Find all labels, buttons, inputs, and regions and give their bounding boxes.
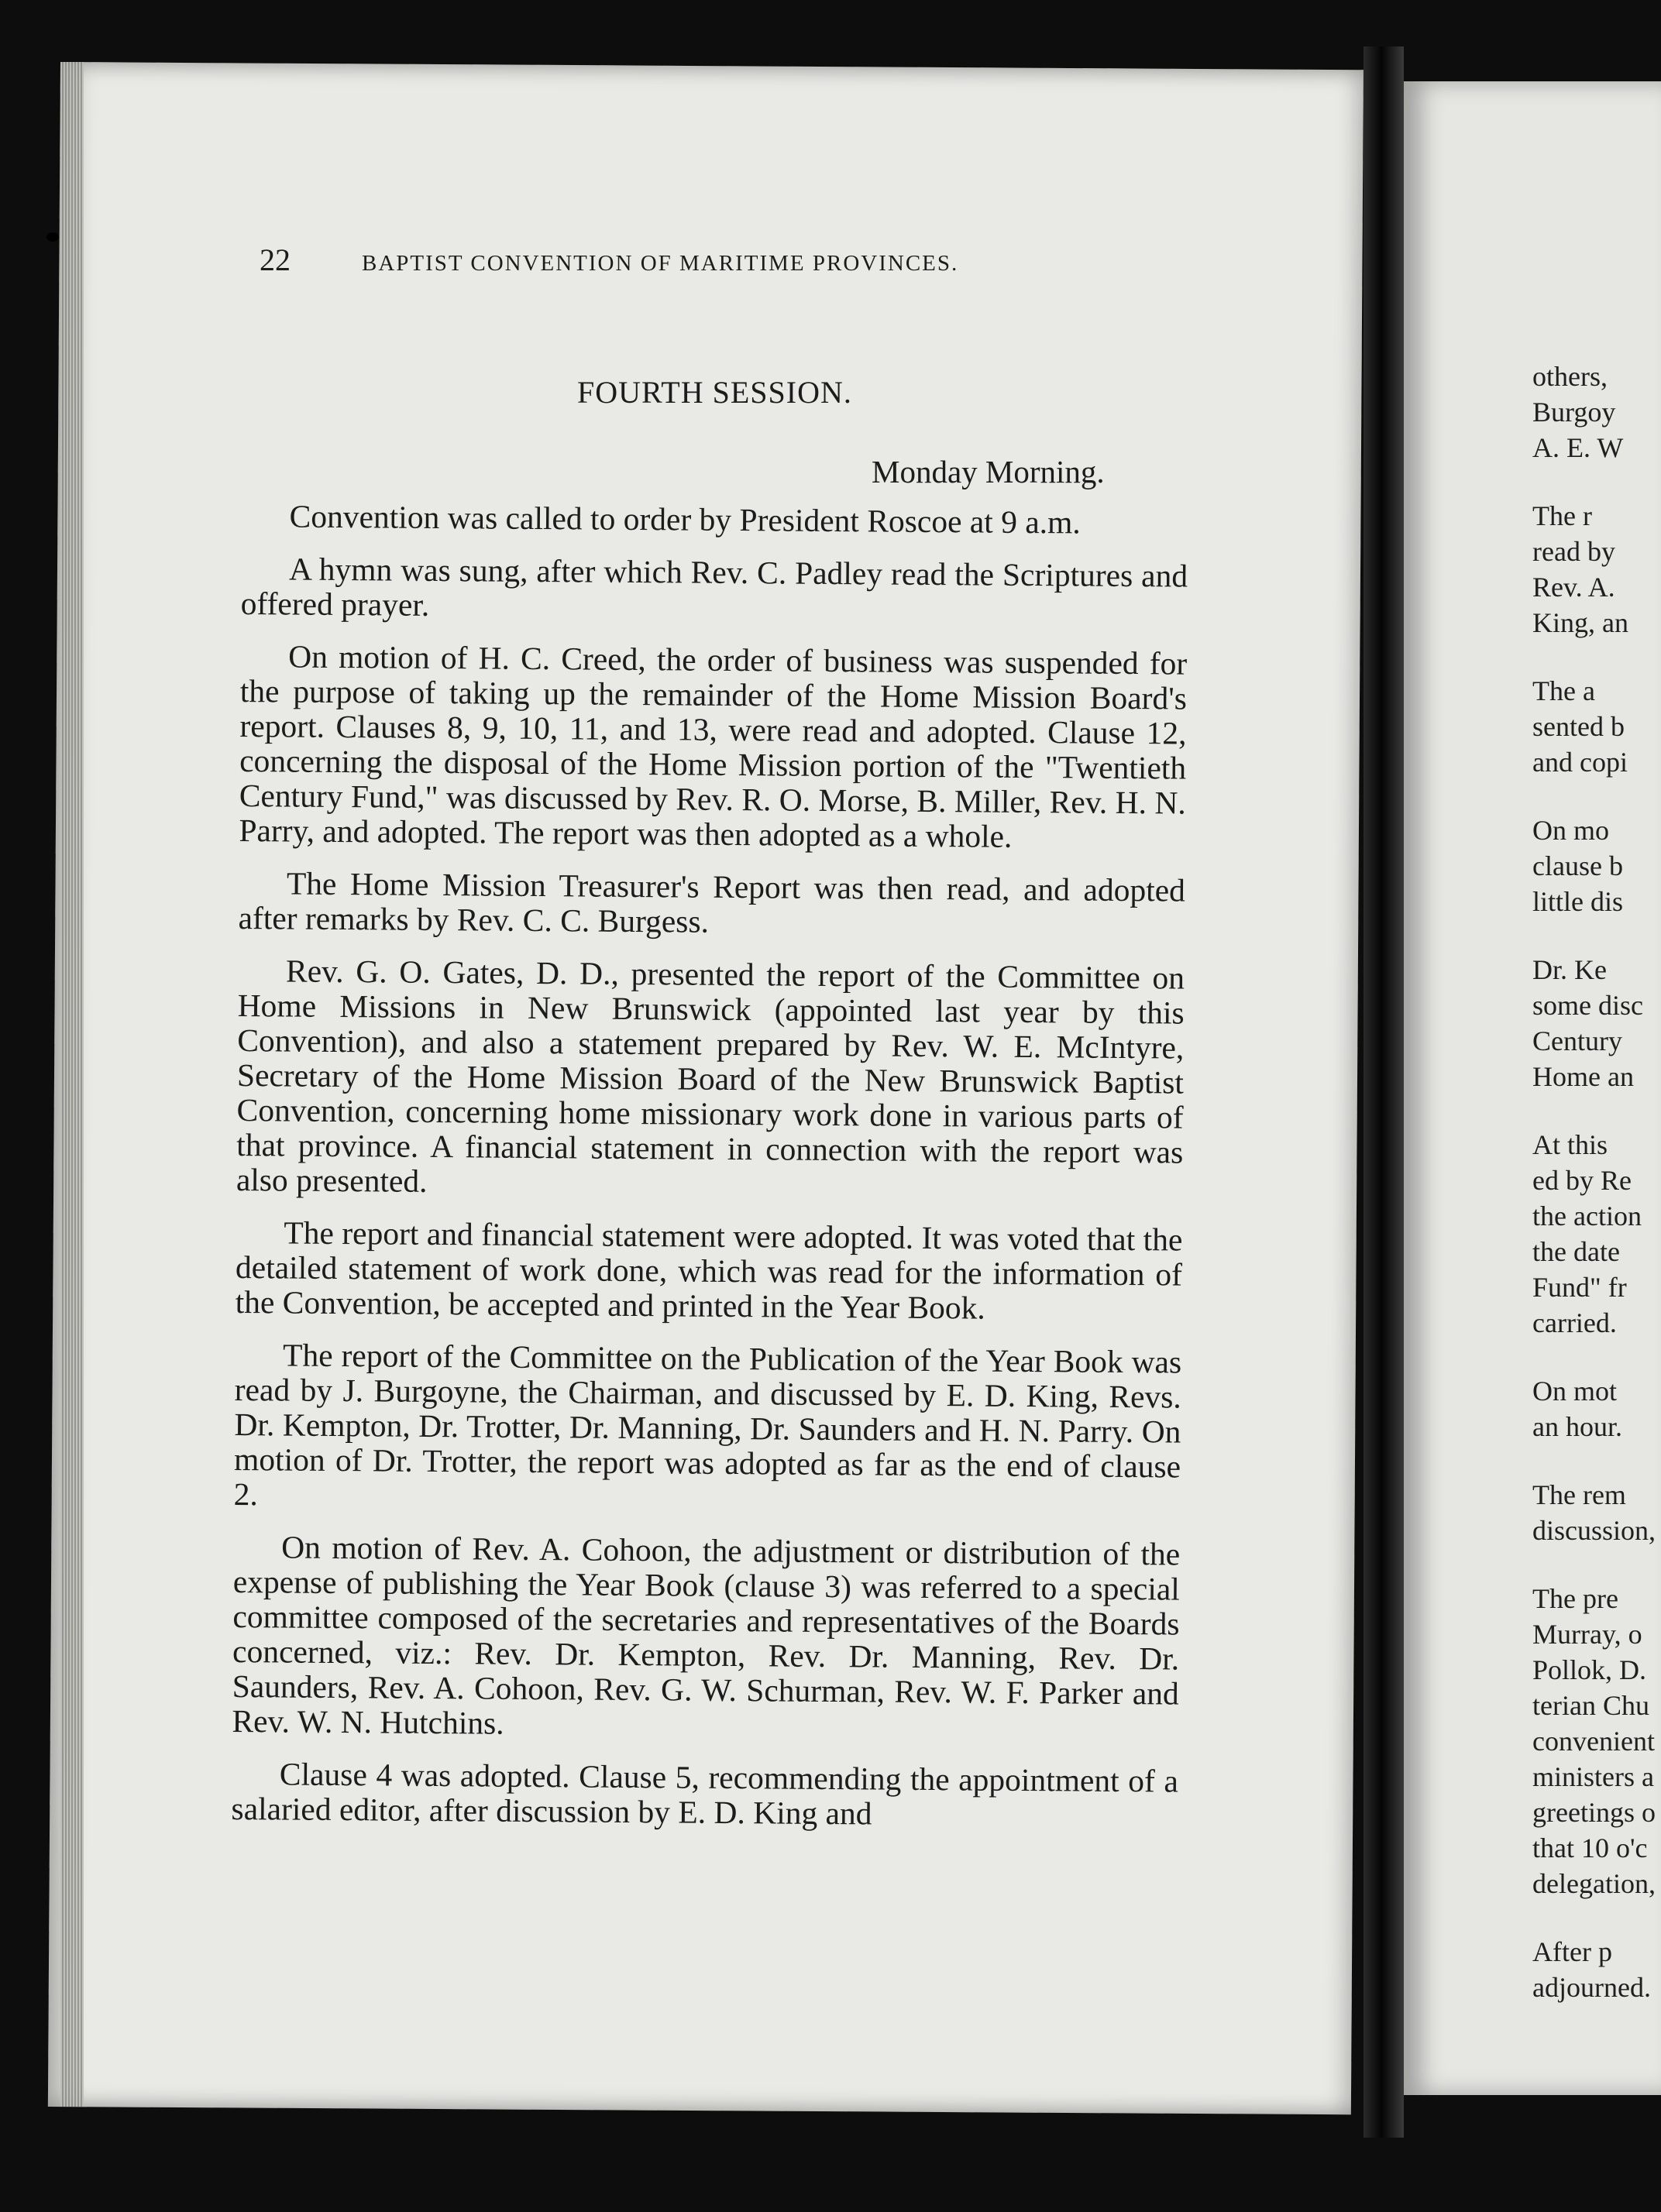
book-gutter: [1364, 46, 1404, 2138]
section-heading: FOURTH SESSION.: [577, 375, 852, 410]
right-fragment: On mo clause b little dis: [1532, 815, 1623, 917]
paragraph: Clause 4 was adopted. Clause 5, recommending the appointment of a salaried editor, after discussion by E. D. King and: [231, 1756, 1179, 1832]
paragraph: Rev. G. O. Gates, D. D., presented the report of the Committee on Home Missions in New Brunswick (appointed last year by this Convention), and also a statement prepared by Rev. W. E. McIntyre, Secretary of the Home Mission Board of the New Brunswick Baptist Convention, concerning home missionary work done in various parts of that province. A financial statement in connection with the report was also presented.: [236, 953, 1185, 1199]
page-stack-edge: [60, 62, 84, 2107]
dust-speck: [46, 232, 59, 242]
page-number: 22: [260, 242, 291, 277]
paragraph: Convention was called to order by President Roscoe at 9 a.m.: [289, 498, 1081, 541]
right-fragment: At this ed by Re the action the date Fund" fr carried.: [1532, 1129, 1642, 1338]
paragraph: The Home Mission Treasurer's Report was then read, and adopted after remarks by Rev. C. C. Burgess.: [238, 865, 1186, 939]
paragraph: On motion of H. C. Creed, the order of business was suspended for the purpose of taking up the remainder of the Home Mission Board's report. Clauses 8, 9, 10, 11, and 13, were read and adopted. Clause 12, concerning the disposal of the Home Mission portion of the "Twentieth Century Fund," was discussed by Rev. R. O. Morse, B. Miller, Rev. H. N. Parry, and adopted. The report was then adopted as a whole.: [239, 638, 1188, 854]
right-fragment: The rem discussion,: [1532, 1479, 1656, 1546]
paragraph: The report of the Committee on the Publication of the Year Book was read by J. Burgoyne, the Chairman, and discussed by E. D. King, Revs. Dr. Kempton, Dr. Trotter, Dr. Manning, Dr. Saunders and H. N. Parry. On motion of Dr. Trotter, the report was adopted as far as the end of clause 2.: [233, 1337, 1182, 1513]
paragraph: On motion of Rev. A. Cohoon, the adjustment or distribution of the expense of publishing the Year Book (clause 3) was referred to a special committee composed of the secretaries and representatives of the Boards concerned, viz.: Rev. Dr. Kempton, Rev. Dr. Manning, Rev. Dr. Saunders, Rev. A. Cohoon, Rev. G. W. Schurman, Rev. W. F. Parker and Rev. W. N. Hutchins.: [232, 1529, 1181, 1741]
section-subheading: Monday Morning.: [872, 454, 1105, 489]
body-text: [231, 482, 1188, 1852]
paragraph: The report and financial statement were adopted. It was voted that the detailed statement of work done, which was read for the information of the Convention, be accepted and printed in the Year Book.: [235, 1214, 1183, 1326]
right-fragment: The a sented b and copi: [1532, 675, 1628, 778]
right-fragment: After p adjourned.: [1532, 1936, 1651, 2003]
right-fragment: The r read by Rev. A. King, an: [1532, 500, 1628, 638]
right-fragment: others, Burgoy A. E. W: [1532, 361, 1624, 463]
paragraph: A hymn was sung, after which Rev. C. Padley read the Scriptures and offered prayer.: [240, 551, 1188, 623]
running-header: [260, 242, 1081, 278]
running-head-title: BAPTIST CONVENTION OF MARITIME PROVINCES.: [362, 251, 959, 276]
right-fragment: On mot an hour.: [1532, 1376, 1622, 1442]
right-fragment: The pre Murray, o Pollok, D. terian Chu convenient ministers a greetings o that 10 o'c delegation,: [1532, 1583, 1656, 1899]
right-fragment: Dr. Ke some disc Century Home an: [1532, 954, 1643, 1092]
right-page-text: [1532, 359, 1661, 2038]
